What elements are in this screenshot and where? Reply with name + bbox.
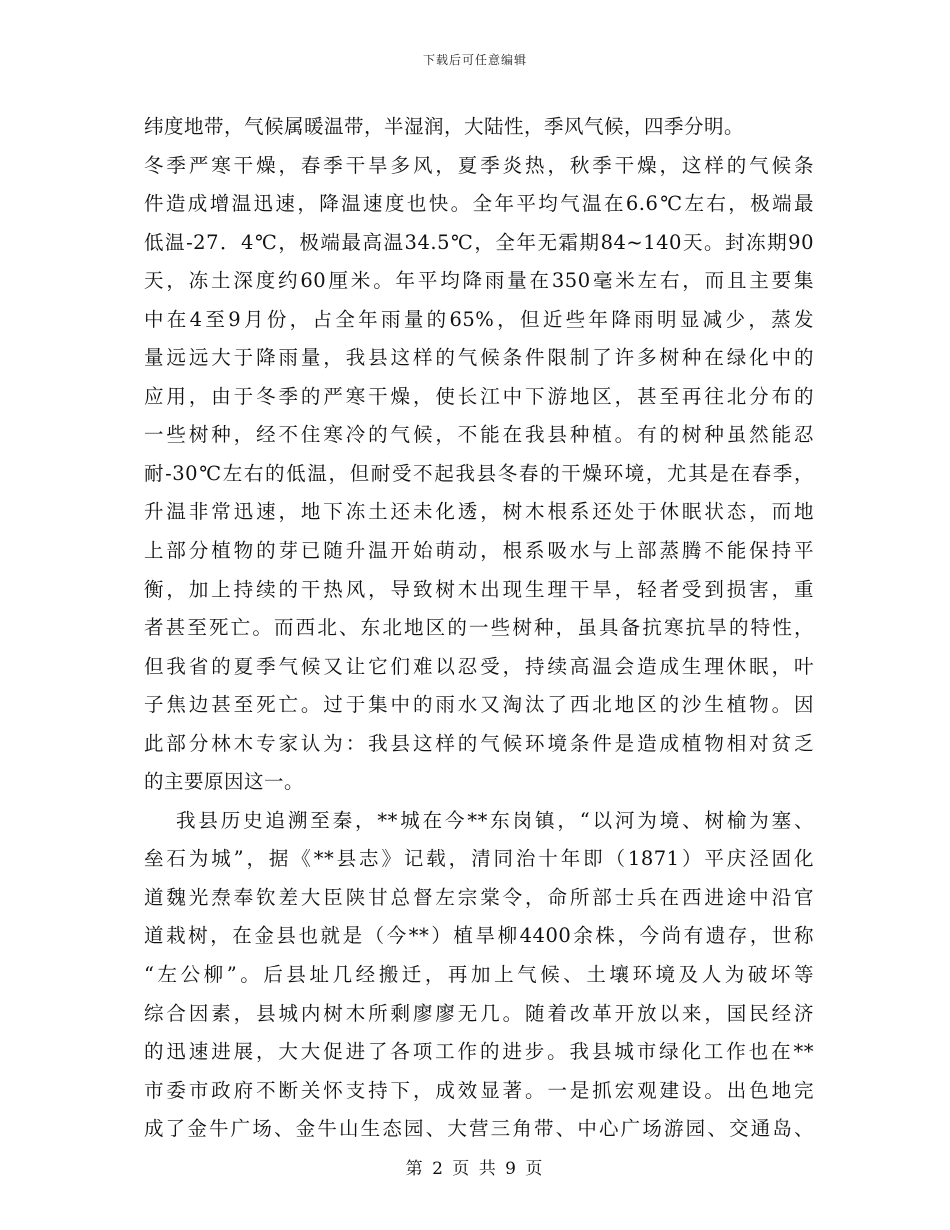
text-line: 应用，由于冬季的严寒干燥，使长江中下游地区，甚至再往北分布的 [144, 384, 814, 408]
text-line: 上部分植物的芽已随升温开始萌动，根系吸水与上部蒸腾不能保持平 [144, 539, 814, 563]
text-line: 此部分林木专家认为：我县这样的气候环境条件是造成植物相对贫乏 [144, 731, 814, 755]
text-line: 的迅速进展，大大促进了各项工作的进步。我县城市绿化工作也在** [144, 1040, 814, 1064]
text-line: 纬度地带，气候属暖温带，半湿润，大陆性，季风气候，四季分明。 [144, 115, 745, 138]
text-line: “左公柳”。后县址几经搬迁，再加上气候、土壤环境及人为破坏等 [144, 963, 814, 987]
text-line: 冬季严寒干燥，春季干旱多风，夏季炎热，秋季干燥，这样的气候条 [144, 153, 814, 177]
text-line: 低温-27．4℃，极端最高温34.5℃，全年无霜期84~140天。封冻期90 [144, 230, 814, 254]
paragraph-first-line: 我县历史追溯至秦，**城在今**东岗镇，“以河为境、树榆为塞、 [176, 808, 814, 832]
text-line: 垒石为城”，据《**县志》记载，清同治十年即（1871）平庆泾固化 [144, 847, 814, 871]
text-line: 量远远大于降雨量，我县这样的气候条件限制了许多树种在绿化中的 [144, 346, 814, 370]
text-line: 一些树种，经不住寒冷的气候，不能在我县种植。有的树种虽然能忍 [144, 423, 814, 447]
text-line: 的主要原因这一。 [144, 770, 305, 794]
text-line: 天，冻土深度约60厘米。年平均降雨量在350毫米左右，而且主要集 [144, 269, 814, 293]
text-line: 市委市政府不断关怀支持下，成效显著。一是抓宏观建设。出色地完 [144, 1078, 814, 1102]
text-line: 衡，加上持续的干热风，导致树木出现生理干旱，轻者受到损害，重 [144, 577, 814, 601]
text-line: 中在4至9月份，占全年雨量的65%，但近些年降雨明显减少，蒸发 [144, 307, 814, 331]
text-line: 综合因素，县城内树木所剩廖廖无几。随着改革开放以来，国民经济 [144, 1001, 814, 1025]
text-line: 者甚至死亡。而西北、东北地区的一些树种，虽具备抗寒抗旱的特性， [144, 616, 814, 640]
body-text [144, 108, 814, 1149]
page-header: 下载后可任意编辑 [422, 53, 527, 67]
text-line: 件造成增温迅速，降温速度也快。全年平均气温在6.6℃左右，极端最 [144, 192, 814, 216]
text-line: 耐-30℃左右的低温，但耐受不起我县冬春的干燥环境，尤其是在春季， [144, 461, 814, 485]
text-line: 子焦边甚至死亡。过于集中的雨水又淘汰了西北地区的沙生植物。因 [144, 693, 814, 717]
text-line: 成了金牛广场、金牛山生态园、大营三角带、中心广场游园、交通岛、 [144, 1117, 814, 1141]
text-line: 道魏光焘奉钦差大臣陕甘总督左宗棠令，命所部士兵在西进途中沿官 [144, 885, 814, 909]
page-number: 第 2 页 共 9 页 [405, 1159, 545, 1179]
text-line: 道栽树，在金县也就是（今**）植旱柳4400余株，今尚有遗存，世称 [144, 924, 814, 948]
text-line: 升温非常迅速，地下冻土还未化透，树木根系还处于休眠状态，而地 [144, 500, 814, 524]
text-line: 但我省的夏季气候又让它们难以忍受，持续高温会造成生理休眠，叶 [144, 654, 814, 678]
